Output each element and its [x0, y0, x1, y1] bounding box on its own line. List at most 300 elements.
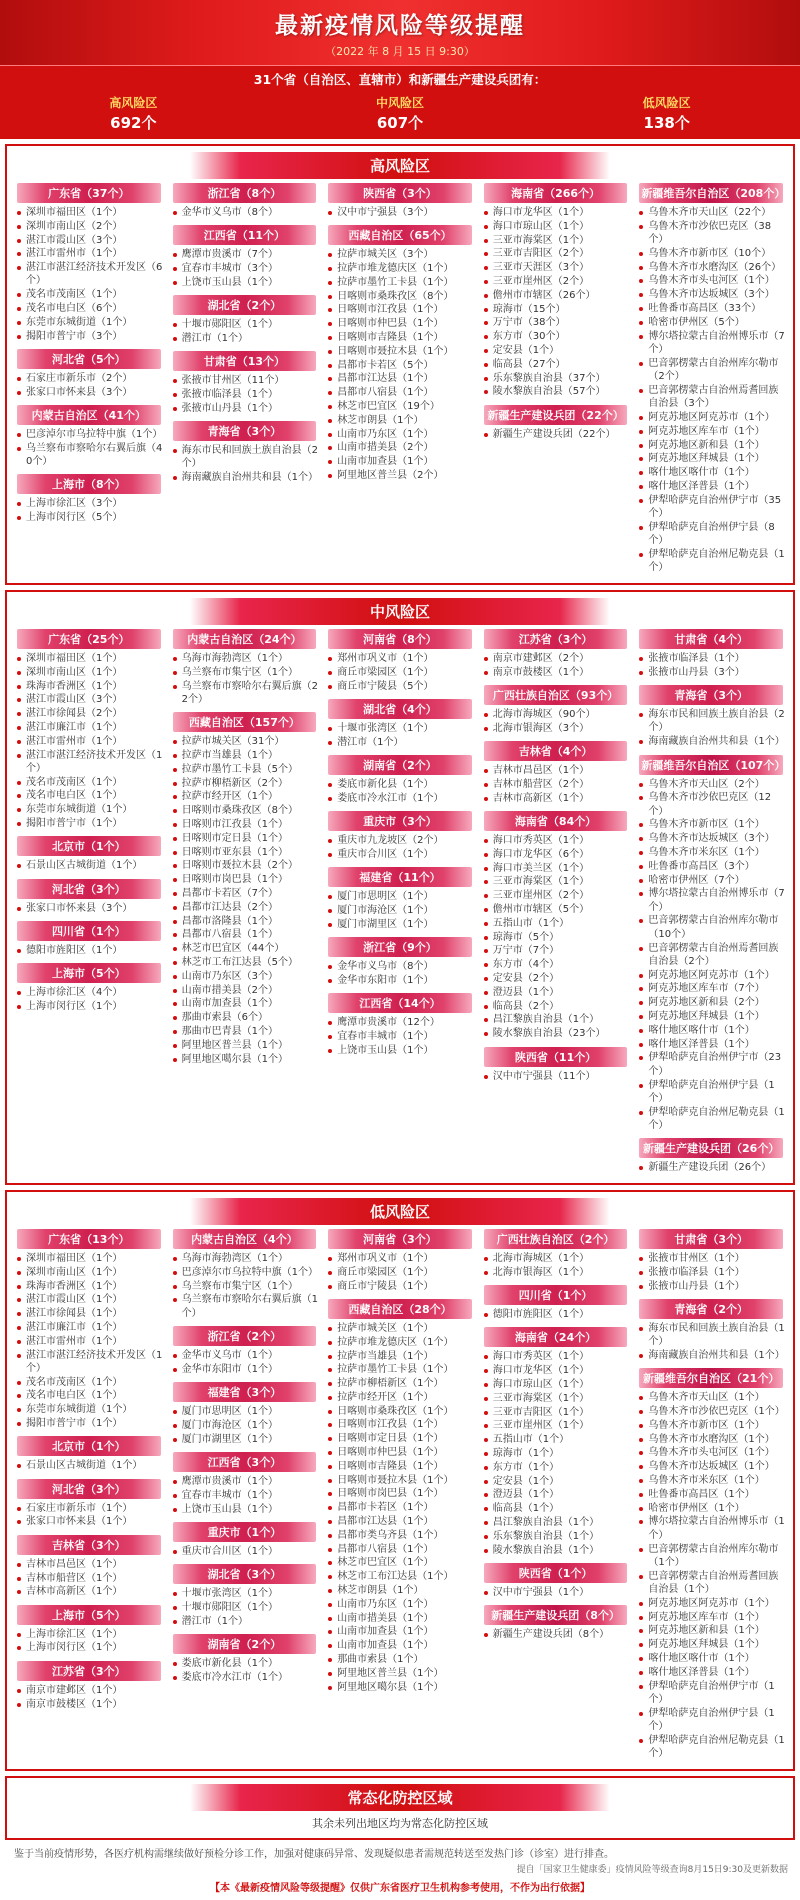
list-item: 临高县（27个） — [484, 358, 630, 371]
list-item: 湛江市霞山区（3个） — [17, 693, 163, 706]
province-header: 新疆维吾尔自治区（107个） — [639, 755, 783, 775]
province-header: 新疆维吾尔自治区（208个） — [639, 183, 783, 203]
list-item: 定安县（1个） — [484, 344, 630, 357]
district-list — [169, 1545, 321, 1558]
list-item: 博尔塔拉蒙古自治州博乐市（7个） — [639, 887, 785, 914]
list-item: 深圳市南山区（2个） — [17, 220, 163, 233]
list-item: 乌兰察布市察哈尔右翼后旗（1个） — [173, 1293, 319, 1320]
list-item: 山南市措美县（1个） — [328, 1612, 474, 1625]
list-item: 伊犁哈萨克自治州伊宁市（35个） — [639, 494, 785, 521]
list-item: 万宁市（38个） — [484, 316, 630, 329]
list-item: 金华市义乌市（8个） — [328, 960, 474, 973]
list-item: 阿克苏地区阿克苏市（1个） — [639, 1597, 785, 1610]
province-header: 青海省（2个） — [639, 1299, 783, 1319]
province-header: 海南省（84个） — [484, 811, 628, 831]
district-list — [324, 960, 476, 987]
province-column — [480, 1229, 632, 1761]
list-item: 揭阳市普宁市（3个） — [17, 330, 163, 343]
list-item: 揭阳市普宁市（1个） — [17, 817, 163, 830]
district-list — [480, 834, 632, 1040]
list-item: 吉林市昌邑区（1个） — [484, 764, 630, 777]
district-list — [324, 1322, 476, 1694]
list-item: 巴音郭楞蒙古自治州库尔勒市（1个） — [639, 1543, 785, 1570]
district-list — [169, 1657, 321, 1684]
list-item: 拉萨市经开区（1个） — [328, 1391, 474, 1404]
list-item: 琼海市（5个） — [484, 931, 630, 944]
district-list — [169, 735, 321, 1066]
list-item: 娄底市冷水江市（1个） — [173, 1671, 319, 1684]
list-item: 林芝市朗县（1个） — [328, 1584, 474, 1597]
list-item: 阿克苏地区拜城县（1个） — [639, 1638, 785, 1651]
district-list — [480, 652, 632, 679]
list-item: 海口市琼山区（1个） — [484, 1378, 630, 1391]
district-list — [480, 708, 632, 735]
district-list — [480, 1070, 632, 1083]
province-header: 重庆市（1个） — [173, 1522, 317, 1542]
district-list — [324, 652, 476, 693]
province-header: 河北省（3个） — [17, 879, 161, 899]
list-item: 乌兰察布市察哈尔右翼后旗（40个） — [17, 442, 163, 469]
list-item: 琼海市（15个） — [484, 303, 630, 316]
list-item: 巴音郭楞蒙古自治州库尔勒市（10个） — [639, 914, 785, 941]
district-list — [480, 1628, 632, 1641]
list-item: 日喀则市聂拉木县（1个） — [328, 1474, 474, 1487]
list-item: 宜春市丰城市（1个） — [173, 1489, 319, 1502]
list-item: 巴音郭楞蒙古自治州焉耆回族自治县（1个） — [639, 1570, 785, 1597]
list-item: 乌鲁木齐市沙依巴克区（38个） — [639, 220, 785, 247]
list-item: 乌鲁木齐市水磨沟区（1个） — [639, 1433, 785, 1446]
list-item: 重庆市合川区（1个） — [328, 848, 474, 861]
list-item: 潜江市（1个） — [173, 332, 319, 345]
total-high-count: 692个 — [110, 114, 157, 132]
list-item: 北海市银海区（3个） — [484, 722, 630, 735]
list-item: 东方市（1个） — [484, 1461, 630, 1474]
list-item: 鹰潭市贵溪市（7个） — [173, 248, 319, 261]
page-timestamp: （2022 年 8 月 15 日 9:30） — [325, 45, 475, 58]
scope-line: 31个省（自治区、直辖市）和新疆生产建设兵团有： — [0, 65, 800, 92]
list-item: 石家庄市新乐市（1个） — [17, 1502, 163, 1515]
list-item: 深圳市福田区（1个） — [17, 206, 163, 219]
list-item: 拉萨市当雄县（1个） — [328, 1350, 474, 1363]
district-list — [324, 1016, 476, 1057]
list-item: 新疆生产建设兵团（8个） — [484, 1628, 630, 1641]
list-item: 厦门市海沧区（1个） — [173, 1419, 319, 1432]
section-title: 高风险区 — [190, 152, 610, 179]
province-column — [169, 183, 321, 575]
list-item: 重庆市九龙坡区（2个） — [328, 834, 474, 847]
list-item: 郑州市巩义市（1个） — [328, 1252, 474, 1265]
province-header: 吉林省（3个） — [17, 1535, 161, 1555]
province-column — [635, 183, 787, 575]
list-item: 宜春市丰城市（1个） — [328, 1030, 474, 1043]
list-item: 东方市（4个） — [484, 958, 630, 971]
list-item: 三亚市海棠区（1个） — [484, 234, 630, 247]
province-column — [13, 629, 165, 1175]
totals-row — [0, 92, 800, 139]
province-header: 上海市（5个） — [17, 1605, 161, 1625]
list-item: 上海市闵行区（1个） — [17, 1641, 163, 1654]
list-item: 陵水黎族自治县（23个） — [484, 1027, 630, 1040]
list-item: 日喀则市岗巴县（1个） — [328, 1487, 474, 1500]
list-item: 深圳市南山区（1个） — [17, 1266, 163, 1279]
list-item: 万宁市（7个） — [484, 944, 630, 957]
list-item: 昌都市八宿县（1个） — [328, 1543, 474, 1556]
province-header: 陕西省（3个） — [328, 183, 472, 203]
footer-advisory: 鉴于当前疫情形势，各医疗机构需继续做好预检分诊工作，加强对健康码异常、发现疑似患者需规范转送至发热门诊（诊室）进行排查。 — [14, 1848, 614, 1860]
list-item: 张掖市临泽县（1个） — [639, 1266, 785, 1279]
section-columns — [7, 183, 793, 583]
list-item: 昌都市洛隆县（1个） — [173, 915, 319, 928]
province-header: 浙江省（2个） — [173, 1326, 317, 1346]
list-item: 拉萨市城关区（31个） — [173, 735, 319, 748]
list-item: 南京市建邺区（2个） — [484, 652, 630, 665]
footer-disclaimer: 【本《最新疫情风险等级提醒》仅供广东省医疗卫生机构参考使用，不作为出行依据】 — [210, 1883, 590, 1895]
list-item: 日喀则市江孜县（1个） — [328, 1418, 474, 1431]
total-low-count: 138个 — [643, 114, 690, 132]
list-item: 茂名市电白区（6个） — [17, 302, 163, 315]
district-list — [13, 1252, 165, 1430]
list-item: 金华市东阳市（1个） — [173, 1363, 319, 1376]
district-list — [324, 1252, 476, 1293]
district-list — [635, 778, 787, 1133]
list-item: 揭阳市普宁市（1个） — [17, 1417, 163, 1430]
list-item: 山南市乃东区（3个） — [173, 970, 319, 983]
list-item: 琼海市（1个） — [484, 1447, 630, 1460]
list-item: 拉萨市墨竹工卡县（1个） — [328, 276, 474, 289]
poster-header — [0, 0, 800, 65]
list-item: 喀什地区泽普县（1个） — [639, 1038, 785, 1051]
province-header: 广东省（13个） — [17, 1229, 161, 1249]
list-item: 石景山区古城街道（1个） — [17, 859, 163, 872]
list-item: 潜江市（1个） — [173, 1615, 319, 1628]
province-header: 河南省（8个） — [328, 629, 472, 649]
province-header: 甘肃省（4个） — [639, 629, 783, 649]
list-item: 昌都市江达县（1个） — [328, 372, 474, 385]
list-item: 昌都市江达县（1个） — [328, 1515, 474, 1528]
list-item: 郑州市巩义市（1个） — [328, 652, 474, 665]
list-item: 伊犁哈萨克自治州伊宁市（1个） — [639, 1680, 785, 1707]
list-item: 昌都市八宿县（1个） — [328, 386, 474, 399]
list-item: 阿克苏地区新和县（2个） — [639, 996, 785, 1009]
list-item: 宜春市丰城市（3个） — [173, 262, 319, 275]
list-item: 伊犁哈萨克自治州伊宁县（8个） — [639, 521, 785, 548]
normal-control-band — [5, 1776, 795, 1840]
list-item: 湛江市雷州市（1个） — [17, 247, 163, 260]
district-list — [13, 372, 165, 399]
list-item: 南京市鼓楼区（1个） — [484, 666, 630, 679]
list-item: 阿克苏地区库车市（1个） — [639, 425, 785, 438]
province-header: 内蒙古自治区（41个） — [17, 405, 161, 425]
list-item: 东方市（30个） — [484, 330, 630, 343]
district-list — [13, 206, 165, 343]
province-header: 陕西省（11个） — [484, 1047, 628, 1067]
list-item: 巴音郭楞蒙古自治州库尔勒市（2个） — [639, 357, 785, 384]
list-item: 乌鲁木齐市头屯河区（1个） — [639, 274, 785, 287]
list-item: 澄迈县（1个） — [484, 1488, 630, 1501]
list-item: 湛江市廉江市（1个） — [17, 721, 163, 734]
list-item: 儋州市市辖区（5个） — [484, 903, 630, 916]
list-item: 鹰潭市贵溪市（12个） — [328, 1016, 474, 1029]
list-item: 巴音郭楞蒙古自治州焉耆回族自治县（2个） — [639, 942, 785, 969]
list-item: 伊犁哈萨克自治州尼勒克县（1个） — [639, 1734, 785, 1761]
list-item: 鹰潭市贵溪市（1个） — [173, 1475, 319, 1488]
list-item: 海口市龙华区（1个） — [484, 1364, 630, 1377]
list-item: 博尔塔拉蒙古自治州博乐市（7个） — [639, 330, 785, 357]
list-item: 乌海市海勃湾区（1个） — [173, 1252, 319, 1265]
list-item: 珠海市香洲区（1个） — [17, 680, 163, 693]
list-item: 乐东黎族自治县（37个） — [484, 372, 630, 385]
list-item: 德阳市旌阳区（1个） — [17, 944, 163, 957]
list-item: 乌鲁木齐市新市区（1个） — [639, 818, 785, 831]
list-item: 厦门市湖里区（1个） — [173, 1433, 319, 1446]
list-item: 乌兰察布市集宁区（1个） — [173, 666, 319, 679]
province-header: 西藏自治区（157个） — [173, 712, 317, 732]
list-item: 山南市乃东区（1个） — [328, 1598, 474, 1611]
province-header: 新疆生产建设兵团（22个） — [484, 405, 628, 425]
district-list — [324, 778, 476, 805]
list-item: 新疆生产建设兵团（22个） — [484, 428, 630, 441]
province-column — [324, 629, 476, 1175]
district-list — [169, 1349, 321, 1376]
province-header: 上海市（5个） — [17, 963, 161, 983]
province-column — [635, 629, 787, 1175]
province-header: 新疆生产建设兵团（26个） — [639, 1138, 783, 1158]
province-header: 广西壮族自治区（2个） — [484, 1229, 628, 1249]
list-item: 湛江市湛江经济技术开发区（6个） — [17, 261, 163, 288]
list-item: 乌兰察布市集宁区（1个） — [173, 1280, 319, 1293]
district-list — [13, 428, 165, 468]
list-item: 巴彦淖尔市乌拉特中旗（1个） — [173, 1266, 319, 1279]
list-item: 三亚市崖州区（1个） — [484, 1419, 630, 1432]
list-item: 乌鲁木齐市达坂城区（1个） — [639, 1460, 785, 1473]
list-item: 拉萨市城关区（3个） — [328, 248, 474, 261]
list-item: 阿克苏地区库车市（7个） — [639, 982, 785, 995]
list-item: 吉林市船营区（2个） — [484, 778, 630, 791]
list-item: 乌鲁木齐市米东区（1个） — [639, 1474, 785, 1487]
list-item: 张家口市怀来县（1个） — [17, 1515, 163, 1528]
province-header: 海南省（266个） — [484, 183, 628, 203]
list-item: 南京市鼓楼区（1个） — [17, 1698, 163, 1711]
list-item: 乌鲁木齐市天山区（2个） — [639, 778, 785, 791]
district-list — [13, 497, 165, 524]
province-column — [635, 1229, 787, 1761]
list-item: 十堰市张湾区（1个） — [173, 1587, 319, 1600]
province-header: 湖北省（4个） — [328, 699, 472, 719]
list-item: 儋州市市辖区（26个） — [484, 289, 630, 302]
list-item: 海口市秀英区（1个） — [484, 834, 630, 847]
list-item: 娄底市新化县（1个） — [173, 1657, 319, 1670]
list-item: 五指山市（1个） — [484, 1433, 630, 1446]
list-item: 乌海市海勃湾区（1个） — [173, 652, 319, 665]
province-header: 西藏自治区（65个） — [328, 225, 472, 245]
province-column — [169, 629, 321, 1175]
list-item: 乌鲁木齐市沙依巴克区（1个） — [639, 1405, 785, 1418]
list-item: 商丘市宁陵县（1个） — [328, 1280, 474, 1293]
list-item: 上海市闵行区（5个） — [17, 511, 163, 524]
list-item: 海南藏族自治州共和县（1个） — [639, 735, 785, 748]
list-item: 张掖市山丹县（1个） — [639, 1280, 785, 1293]
list-item: 深圳市福田区（1个） — [17, 652, 163, 665]
list-item: 三亚市崖州区（2个） — [484, 275, 630, 288]
list-item: 山南市措美县（2个） — [328, 441, 474, 454]
district-list — [324, 722, 476, 749]
total-low-label: 低风险区 — [642, 96, 691, 110]
list-item: 拉萨市堆龙德庆区（1个） — [328, 262, 474, 275]
list-item: 三亚市海棠区（1个） — [484, 1392, 630, 1405]
list-item: 昌都市类乌齐县（1个） — [328, 1529, 474, 1542]
list-item: 厦门市思明区（1个） — [328, 890, 474, 903]
list-item: 吉林市高新区（1个） — [484, 792, 630, 805]
district-list — [13, 652, 165, 830]
list-item: 阿里地区普兰县（1个） — [173, 1039, 319, 1052]
list-item: 德阳市旌阳区（1个） — [484, 1308, 630, 1321]
list-item: 澄迈县（1个） — [484, 986, 630, 999]
list-item: 三亚市崖州区（2个） — [484, 889, 630, 902]
province-header: 福建省（11个） — [328, 867, 472, 887]
district-list — [635, 1322, 787, 1362]
province-column — [480, 183, 632, 575]
list-item: 金华市义乌市（1个） — [173, 1349, 319, 1362]
list-item: 海口市龙华区（6个） — [484, 848, 630, 861]
district-list — [480, 428, 632, 441]
list-item: 乌兰察布市察哈尔右翼后旗（22个） — [173, 680, 319, 707]
district-list — [480, 1308, 632, 1321]
list-item: 海口市龙华区（1个） — [484, 206, 630, 219]
list-item: 临高县（2个） — [484, 1000, 630, 1013]
list-item: 林芝市工布江达县（1个） — [328, 1570, 474, 1583]
district-list — [324, 890, 476, 931]
list-item: 昌都市卡若区（7个） — [173, 887, 319, 900]
district-list — [13, 1684, 165, 1711]
list-item: 乌鲁木齐市沙依巴克区（12个） — [639, 791, 785, 818]
list-item: 湛江市霞山区（3个） — [17, 234, 163, 247]
list-item: 巴彦淖尔市乌拉特中旗（1个） — [17, 428, 163, 441]
list-item: 日喀则市聂拉木县（1个） — [328, 345, 474, 358]
list-item: 娄底市新化县（1个） — [328, 778, 474, 791]
list-item: 金华市义乌市（8个） — [173, 206, 319, 219]
list-item: 昌都市卡若区（5个） — [328, 359, 474, 372]
list-item: 张掖市临泽县（1个） — [639, 652, 785, 665]
list-item: 哈密市伊州区（7个） — [639, 874, 785, 887]
province-header: 甘肃省（3个） — [639, 1229, 783, 1249]
list-item: 阿克苏地区阿克苏市（1个） — [639, 411, 785, 424]
district-list — [13, 1459, 165, 1472]
district-list — [635, 1161, 787, 1174]
list-item: 张掖市甘州区（11个） — [173, 374, 319, 387]
list-item: 张家口市怀来县（3个） — [17, 386, 163, 399]
list-item: 乌鲁木齐市达坂城区（3个） — [639, 288, 785, 301]
list-item: 厦门市湖里区（1个） — [328, 918, 474, 931]
section-title: 中风险区 — [190, 598, 610, 625]
list-item: 阿里地区噶尔县（1个） — [328, 1681, 474, 1694]
province-column — [480, 629, 632, 1175]
province-header: 青海省（3个） — [173, 421, 317, 441]
list-item: 张掖市山丹县（3个） — [639, 666, 785, 679]
district-list — [635, 206, 787, 575]
list-item: 三亚市吉阳区（2个） — [484, 247, 630, 260]
list-item: 金华市东阳市（1个） — [328, 974, 474, 987]
district-list — [635, 652, 787, 679]
list-item: 拉萨市柳梧新区（2个） — [173, 777, 319, 790]
list-item: 海东市民和回族土族自治县（1个） — [639, 1322, 785, 1349]
list-item: 湛江市雷州市（1个） — [17, 735, 163, 748]
list-item: 海口市美兰区（1个） — [484, 862, 630, 875]
total-medium-count: 607个 — [376, 114, 424, 132]
list-item: 伊犁哈萨克自治州伊宁县（1个） — [639, 1707, 785, 1734]
list-item: 山南市乃东区（1个） — [328, 428, 474, 441]
list-item: 哈密市伊州区（5个） — [639, 316, 785, 329]
list-item: 厦门市思明区（1个） — [173, 1405, 319, 1418]
page-title: 最新疫情风险等级提醒 — [275, 13, 525, 39]
list-item: 喀什地区泽普县（1个） — [639, 480, 785, 493]
list-item: 昌都市卡若区（1个） — [328, 1501, 474, 1514]
total-high — [0, 94, 267, 133]
province-header: 四川省（1个） — [484, 1285, 628, 1305]
district-list — [169, 1587, 321, 1628]
list-item: 北海市海城区（1个） — [484, 1252, 630, 1265]
list-item: 乌鲁木齐市水磨沟区（26个） — [639, 261, 785, 274]
list-item: 博尔塔拉蒙古自治州博乐市（1个） — [639, 1515, 785, 1542]
province-column — [324, 1229, 476, 1761]
list-item: 喀什地区喀什市（1个） — [639, 1024, 785, 1037]
province-header: 江西省（14个） — [328, 993, 472, 1013]
list-item: 林芝市巴宜区（19个） — [328, 400, 474, 413]
list-item: 阿里地区普兰县（1个） — [328, 1667, 474, 1680]
total-medium — [267, 94, 534, 133]
province-header: 新疆生产建设兵团（8个） — [484, 1605, 628, 1625]
province-header: 上海市（8个） — [17, 474, 161, 494]
district-list — [169, 374, 321, 415]
list-item: 湛江市廉江市（1个） — [17, 1321, 163, 1334]
list-item: 上海市徐汇区（4个） — [17, 986, 163, 999]
risk-section — [5, 1190, 795, 1771]
list-item: 阿克苏地区新和县（1个） — [639, 439, 785, 452]
province-header: 湖南省（2个） — [328, 755, 472, 775]
province-header: 江西省（11个） — [173, 225, 317, 245]
list-item: 吉林市昌邑区（1个） — [17, 1558, 163, 1571]
list-item: 伊犁哈萨克自治州尼勒克县（1个） — [639, 548, 785, 575]
district-list — [13, 902, 165, 915]
list-item: 乌鲁木齐市天山区（22个） — [639, 206, 785, 219]
province-header: 河北省（3个） — [17, 1479, 161, 1499]
list-item: 东莞市东城街道（1个） — [17, 1403, 163, 1416]
district-list — [480, 1350, 632, 1556]
district-list — [169, 444, 321, 484]
list-item: 汉中市宁强县（1个） — [484, 1586, 630, 1599]
list-item: 阿克苏地区拜城县（1个） — [639, 1010, 785, 1023]
list-item: 日喀则市江孜县（1个） — [173, 818, 319, 831]
list-item: 定安县（1个） — [484, 1475, 630, 1488]
list-item: 日喀则市吉隆县（1个） — [328, 331, 474, 344]
total-high-label: 高风险区 — [109, 96, 158, 110]
list-item: 山南市加查县（1个） — [328, 1639, 474, 1652]
total-medium-label: 中风险区 — [376, 96, 425, 110]
list-item: 五指山市（1个） — [484, 917, 630, 930]
list-item: 日喀则市仲巴县（1个） — [328, 1446, 474, 1459]
list-item: 海口市琼山区（1个） — [484, 220, 630, 233]
list-item: 伊犁哈萨克自治州伊宁市（23个） — [639, 1051, 785, 1078]
list-item: 重庆市合川区（1个） — [173, 1545, 319, 1558]
list-item: 拉萨市当雄县（1个） — [173, 749, 319, 762]
list-item: 昌江黎族自治县（1个） — [484, 1013, 630, 1026]
list-item: 湛江市霞山区（1个） — [17, 1293, 163, 1306]
list-item: 张掖市山丹县（1个） — [173, 402, 319, 415]
list-item: 厦门市海沧区（1个） — [328, 904, 474, 917]
list-item: 林芝市工布江达县（5个） — [173, 956, 319, 969]
list-item: 乐东黎族自治县（1个） — [484, 1530, 630, 1543]
list-item: 上饶市玉山县（1个） — [173, 276, 319, 289]
list-item: 石景山区古城街道（1个） — [17, 1459, 163, 1472]
